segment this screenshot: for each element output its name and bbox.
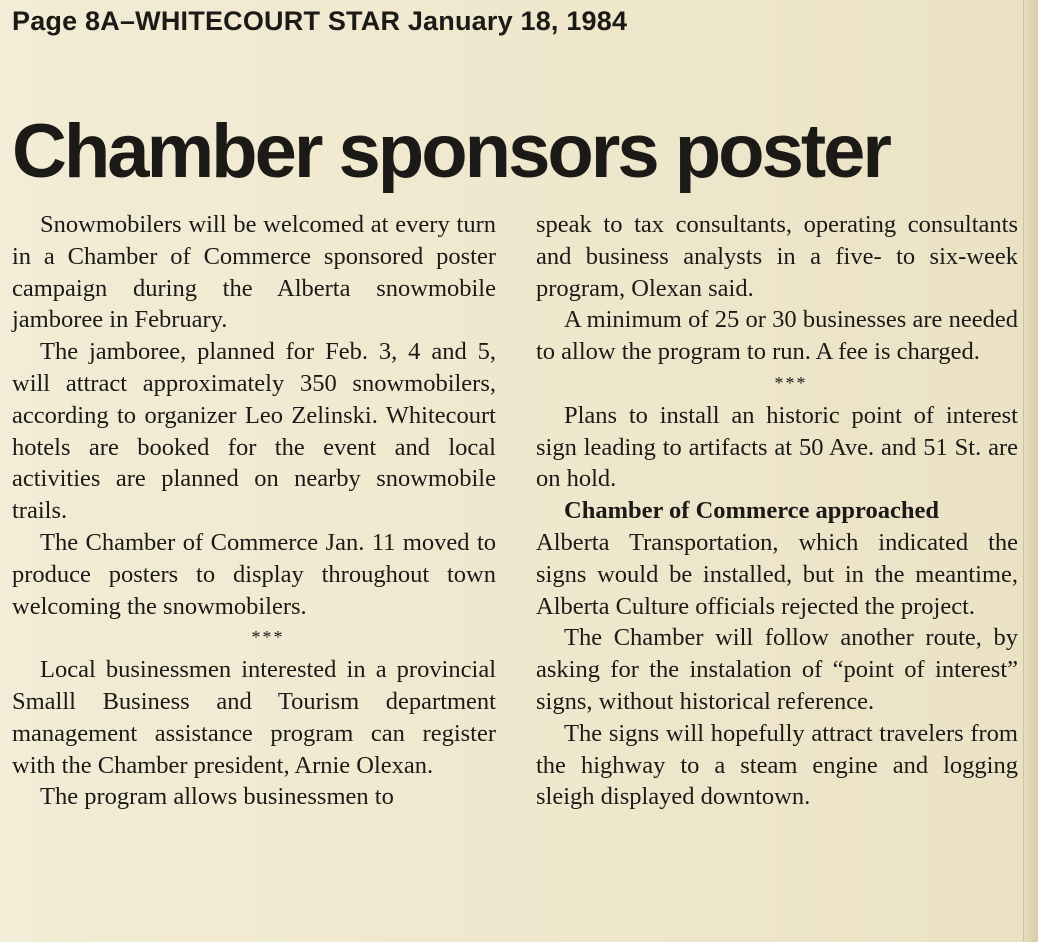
paragraph: The signs will hopefully attract travelers from the highway to a steam engine and logging sleigh displayed downtown. <box>536 719 1018 811</box>
page-edge <box>1023 0 1038 942</box>
paragraph: Alberta Transportation, which indicated the signs would be installed, but in the meantime, Alberta Culture officials rejected the project. <box>536 528 1018 620</box>
paragraph: The program allows businessmen to <box>40 783 394 811</box>
section-separator: *** <box>251 627 285 648</box>
right-column <box>536 209 1018 813</box>
page-folio: Page 8A–WHITECOURT STAR January 18, 1984 <box>12 6 628 36</box>
article-headline: Chamber sponsors poster <box>12 109 889 194</box>
paragraph: Plans to install an historic point of interest sign leading to artifacts at 50 Ave. and 51 St. are on hold. <box>536 401 1018 493</box>
paragraph: Chamber of Commerce approached <box>564 497 939 525</box>
paragraph: A minimum of 25 or 30 businesses are needed to allow the program to run. A fee is charged. <box>536 306 1018 366</box>
paragraph: The Chamber will follow another route, by asking for the instalation of “point of interest” signs, without historical reference. <box>536 624 1018 715</box>
paragraph: speak to tax consultants, operating consultants and business analysts in a five- to six-week program, Olexan said. <box>536 211 1018 302</box>
section-separator: *** <box>774 372 808 393</box>
paragraph: The Chamber of Commerce Jan. 11 moved to produce posters to display throughout town welcoming the snowmobilers. <box>12 528 496 620</box>
left-column <box>12 209 496 813</box>
paragraph: Snowmobilers will be welcomed at every turn in a Chamber of Commerce sponsored poster campaign during the Alberta snowmobile jamboree in February. <box>12 211 496 334</box>
paragraph: The jamboree, planned for Feb. 3, 4 and 5, will attract approximately 350 snowmobilers, according to organizer Leo Zelinski. Whitecourt hotels are booked for the event and local activities are planned on nearby snowmobile trails. <box>12 338 496 525</box>
paragraph: Local businessmen interested in a provincial Smalll Business and Tourism department management assistance program can register with the Chamber president, Arnie Olexan. <box>12 656 496 779</box>
